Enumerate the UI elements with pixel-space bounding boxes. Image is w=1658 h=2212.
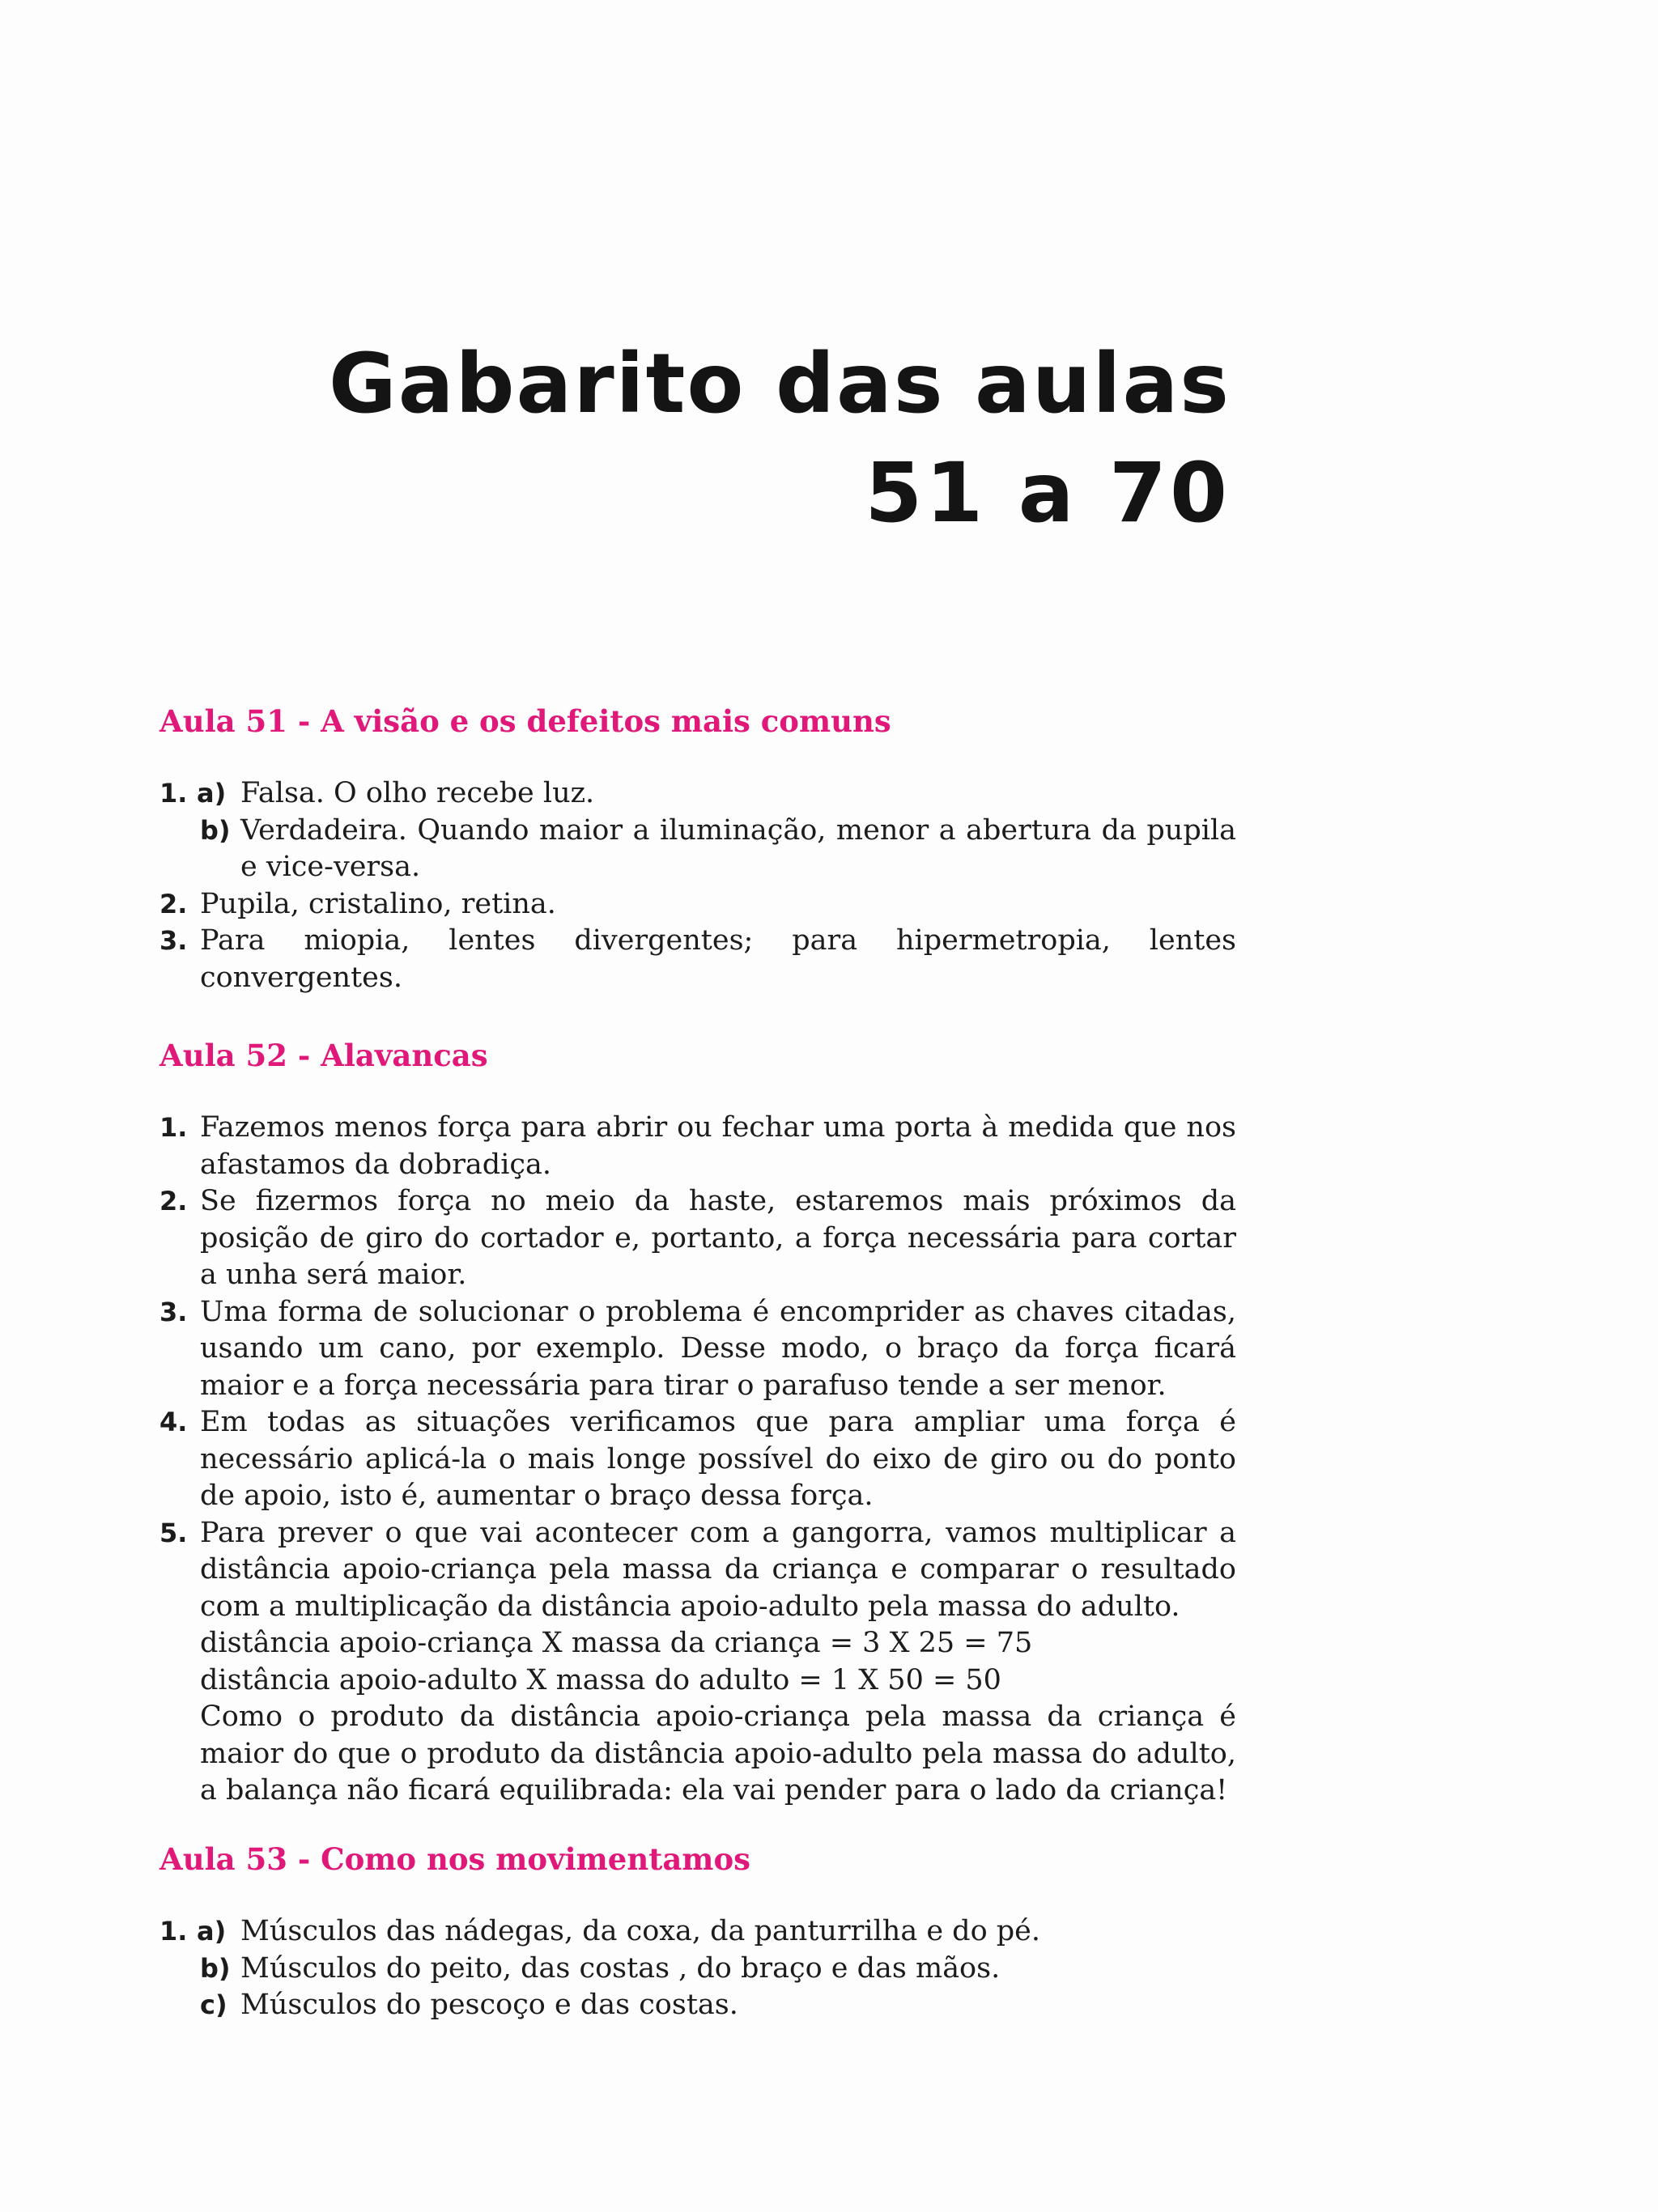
sub-letter: c) (200, 1989, 227, 2020)
answer-item (159, 1183, 1236, 1294)
answer-item (159, 923, 1236, 996)
item-number: 1. (159, 1112, 188, 1143)
sub-text: Músculos do pescoço e das costas. (240, 1989, 738, 2021)
sub-answer (159, 775, 1236, 813)
item-text: Pupila, cristalino, retina. (200, 887, 556, 920)
section-aula-52 (159, 1037, 1236, 1810)
section-heading: Aula 52 - Alavancas (159, 1038, 488, 1073)
equation-adult: distância apoio-adulto X massa do adulto = 1 X 50 = 50 (200, 1663, 1001, 1696)
sub-text: Verdadeira. Quando maior a iluminação, menor a abertura da pupila e vice-versa. (240, 813, 1236, 883)
answer-item (159, 775, 1236, 886)
section-aula-53 (159, 1841, 1236, 2024)
item-text: Em todas as situações verificamos que para ampliar uma força é necessário aplicá-la o mais longe possível do eixo de giro ou do ponto de apoio, isto é, aumentar o braço dessa força. (200, 1406, 1236, 1512)
sub-answer (159, 1913, 1236, 1951)
sub-text: Músculos das nádegas, da coxa, da panturrilha e do pé. (240, 1915, 1041, 1947)
answer-list (159, 775, 1236, 996)
sub-letter: b) (200, 1952, 231, 1984)
answer-item (159, 1515, 1236, 1810)
item-number: 2. (159, 1186, 188, 1216)
answer-item (159, 1404, 1236, 1515)
sub-answer (200, 1951, 1236, 1988)
sub-text: Falsa. O olho recebe luz. (240, 777, 595, 809)
sub-answer (200, 813, 1236, 886)
item-text: Para miopia, lentes divergentes; para hipermetropia, lentes convergentes. (200, 924, 1236, 994)
sub-letter: a) (197, 778, 227, 809)
item-number: 2. (159, 888, 188, 919)
section-aula-51 (159, 703, 1236, 996)
answer-list (159, 1110, 1236, 1810)
item-text: Para prever o que vai acontecer com a gangorra, vamos multiplicar a distância apoio-criança pela massa da criança e comparar o resultado com a multiplicação da distância apoio-adulto pela massa do adulto. (200, 1516, 1236, 1623)
item-text: Se fizermos força no meio da haste, estaremos mais próximos da posição de giro do cortador e, portanto, a força necessária para cortar a unha será maior. (200, 1185, 1236, 1291)
sub-letter: a) (197, 1916, 227, 1947)
item-text: Uma forma de solucionar o problema é encomprider as chaves citadas, usando um cano, por exemplo. Desse modo, o braço da força ficará maior e a força necessária para tirar o parafuso tende a ser menor. (200, 1295, 1236, 1402)
answer-item (159, 886, 1236, 923)
answer-list (159, 1913, 1236, 2024)
item-number: 5. (159, 1517, 188, 1548)
section-heading: Aula 53 - Como nos movimentamos (159, 1841, 750, 1877)
answer-item (159, 1294, 1236, 1405)
equation-child: distância apoio-criança X massa da criança = 3 X 25 = 75 (200, 1627, 1033, 1659)
sub-text: Músculos do peito, das costas , do braço e das mãos. (240, 1951, 1001, 1985)
page-title-line-1: Gabarito das aulas (328, 336, 1231, 432)
answer-item (159, 1110, 1236, 1183)
item-number: 3. (159, 1296, 188, 1327)
answer-item (159, 1913, 1236, 2024)
page-title-line-2: 51 a 70 (865, 445, 1231, 541)
sub-answer (200, 1987, 1236, 2024)
item-text: Fazemos menos força para abrir ou fechar uma porta à medida que nos afastamos da dobradiça. (200, 1111, 1236, 1181)
section-heading: Aula 51 - A visão e os defeitos mais comuns (159, 703, 891, 739)
item-number: 1. (159, 1916, 188, 1947)
sub-letter: b) (200, 814, 231, 846)
conclusion-text: Como o produto da distância apoio-criança pela massa da criança é maior do que o produto da distância apoio-adulto pela massa do adulto, a balança não ficará equilibrada: ela vai pender para o lado da criança! (200, 1700, 1236, 1807)
item-number: 4. (159, 1407, 188, 1437)
item-number: 1. (159, 778, 188, 809)
item-number: 3. (159, 925, 188, 956)
